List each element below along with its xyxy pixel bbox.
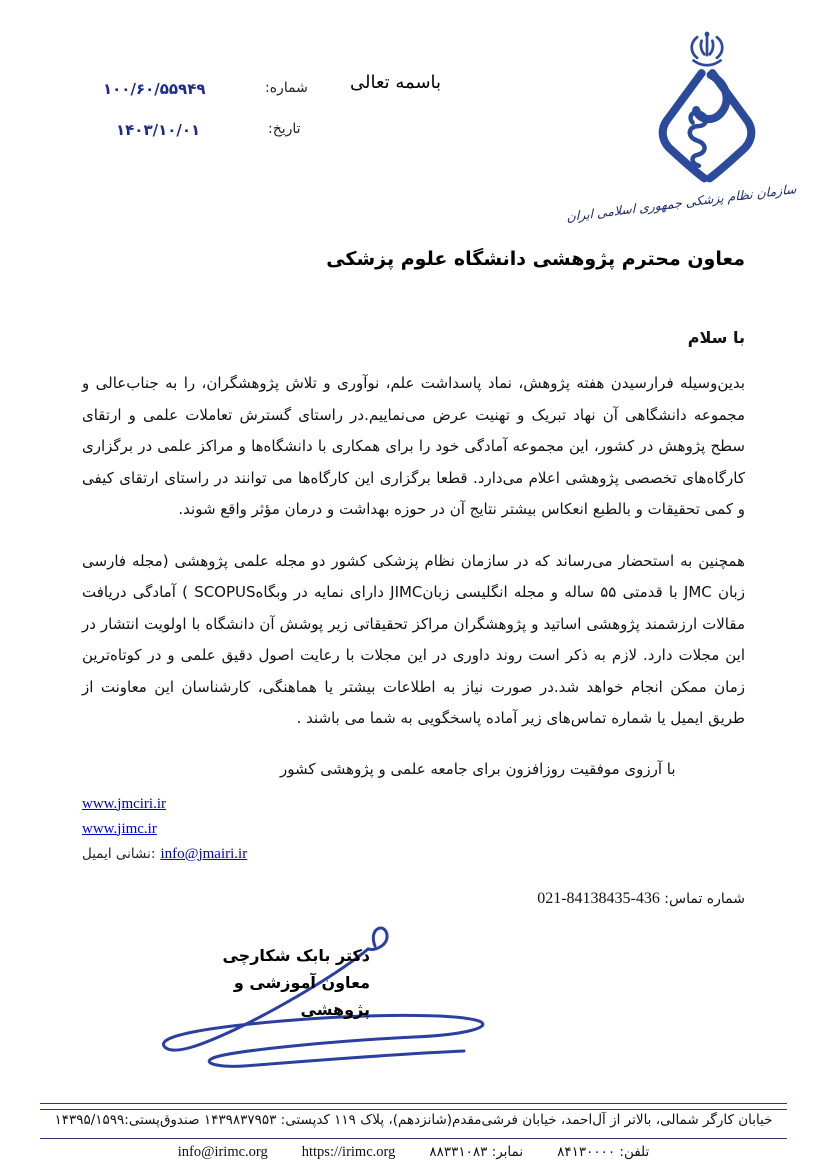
footer-fax-value: ۸۸۳۳۱۰۸۳ [429, 1144, 488, 1160]
salutation: با سلام [687, 328, 745, 347]
footer-phone-value: ۸۴۱۳۰۰۰۰ [557, 1144, 616, 1160]
signatory-title: معاون آموزشی و پژوهشی [233, 973, 370, 1019]
footer-fax [429, 1144, 523, 1160]
footer-mid-rule [40, 1138, 787, 1139]
jmciri-link[interactable]: www.jmciri.ir [82, 795, 167, 812]
footer-top-rule [40, 1103, 787, 1110]
signatory-block [175, 942, 370, 1023]
footer-phone [557, 1144, 649, 1160]
email-link[interactable]: info@jmairi.ir [160, 845, 248, 862]
contact-phone-row [82, 890, 745, 908]
besmele-text: باسمه تعالی [350, 72, 442, 93]
logo-caption: سازمان نظام پزشکی جمهوری اسلامی ایران [566, 180, 797, 225]
letter-body [82, 248, 745, 908]
phone-value: 021-84138435-436 [537, 889, 660, 907]
footer-email-link[interactable]: info@irimc.org [177, 1144, 268, 1160]
footer-contact-row [40, 1144, 787, 1161]
letter-date-label: تاریخ: [268, 121, 301, 137]
paragraph-1: بدین‌وسیله فرارسیدن هفته پژوهش، نماد پاسداشت علم، نوآوری و تلاش پژوهشگران، را به جناب‌عالی و مجموعه دانشگاهی آن نهاد تبریک و تهنیت عرض می‌نماییم.در راستای گسترش تعاملات علمی و ارتقای سطح پژوهش در کشور، این مجموعه آمادگی خود را برای همکاری با دانشگاه‌ها و مراکز علمی در برگزاری کارگاه‌های تخصصی پژوهشی اعلام می‌دارد. قطعا برگزاری این کارگاه‌ها می توانند در راستای ارتقای کیفی و کمی تحقیقات و بالطبع انعکاس بیشتر نتایج آن در حوزه بهداشت و درمان مؤثر واقع شوند. [82, 374, 745, 518]
email-label: نشانی ایمیل: [82, 845, 156, 862]
medical-council-logo-icon [632, 30, 782, 190]
footer-fax-label: نمابر: [491, 1144, 524, 1160]
phone-label: شماره تماس: [664, 890, 745, 907]
journal-links [82, 791, 745, 866]
letter-number-label: شماره: [265, 80, 308, 96]
letter-number-value: ۱۰۰/۶۰/۵۵۹۴۹ [103, 80, 206, 98]
recipient-heading: معاون محترم پژوهشی دانشگاه علوم پزشکی [326, 248, 745, 270]
footer-website-link[interactable]: https://irimc.org [301, 1144, 396, 1160]
footer-phone-label: تلفن: [619, 1144, 650, 1160]
footer-address: خیابان کارگر شمالی، بالاتر از آل‌احمد، خیابان فرشی‌مقدم(شانزدهم)، پلاک ۱۱۹ کدپستی: ۱۴۳۹۸۳۷۹۵۳ صندوق‌پستی:۱۴۳۹۵/۱۵۹۹ [54, 1112, 773, 1128]
closing-line: با آرزوی موفقیت روزافزون برای جامعه علمی و پژوهشی کشور [280, 759, 676, 778]
paragraph-2: همچنین به استحضار می‌رساند که در سازمان نظام پزشکی کشور دو مجله علمی پژوهشی (مجله فارسی زبان JMC با قدمتی ۵۵ ساله و مجله انگلیسی زبانJIMC دارای نمایه در وبگاهSCOPUS ) آمادگی دریافت مقالات ارزشمند پژوهشی اساتید و پژوهشگران مراکز تحقیقاتی زیر پوشش آن دانشگاه با اولویت انتشار در این مجلات دارد. لازم به ذکر است روند داوری در این مجلات با رعایت اصول دقیق علمی و در کوتاه‌ترین زمان ممکن انجام خواهد شد.در صورت نیاز به اطلاعات بیشتر یا هماهنگی، کارشناسان این معاونت از طریق ایمیل یا شماره تماس‌های زیر آماده پاسخگویی به شما می باشند . [82, 551, 745, 727]
irimc-logo [566, 30, 797, 225]
allah-emblem-icon [692, 33, 723, 65]
letter-date-value: ۱۴۰۳/۱۰/۰۱ [116, 121, 201, 139]
medical-drop-icon [663, 73, 752, 178]
signatory-name: دکتر بابک شکارچی [222, 946, 370, 965]
jimc-link[interactable]: www.jimc.ir [82, 820, 157, 837]
